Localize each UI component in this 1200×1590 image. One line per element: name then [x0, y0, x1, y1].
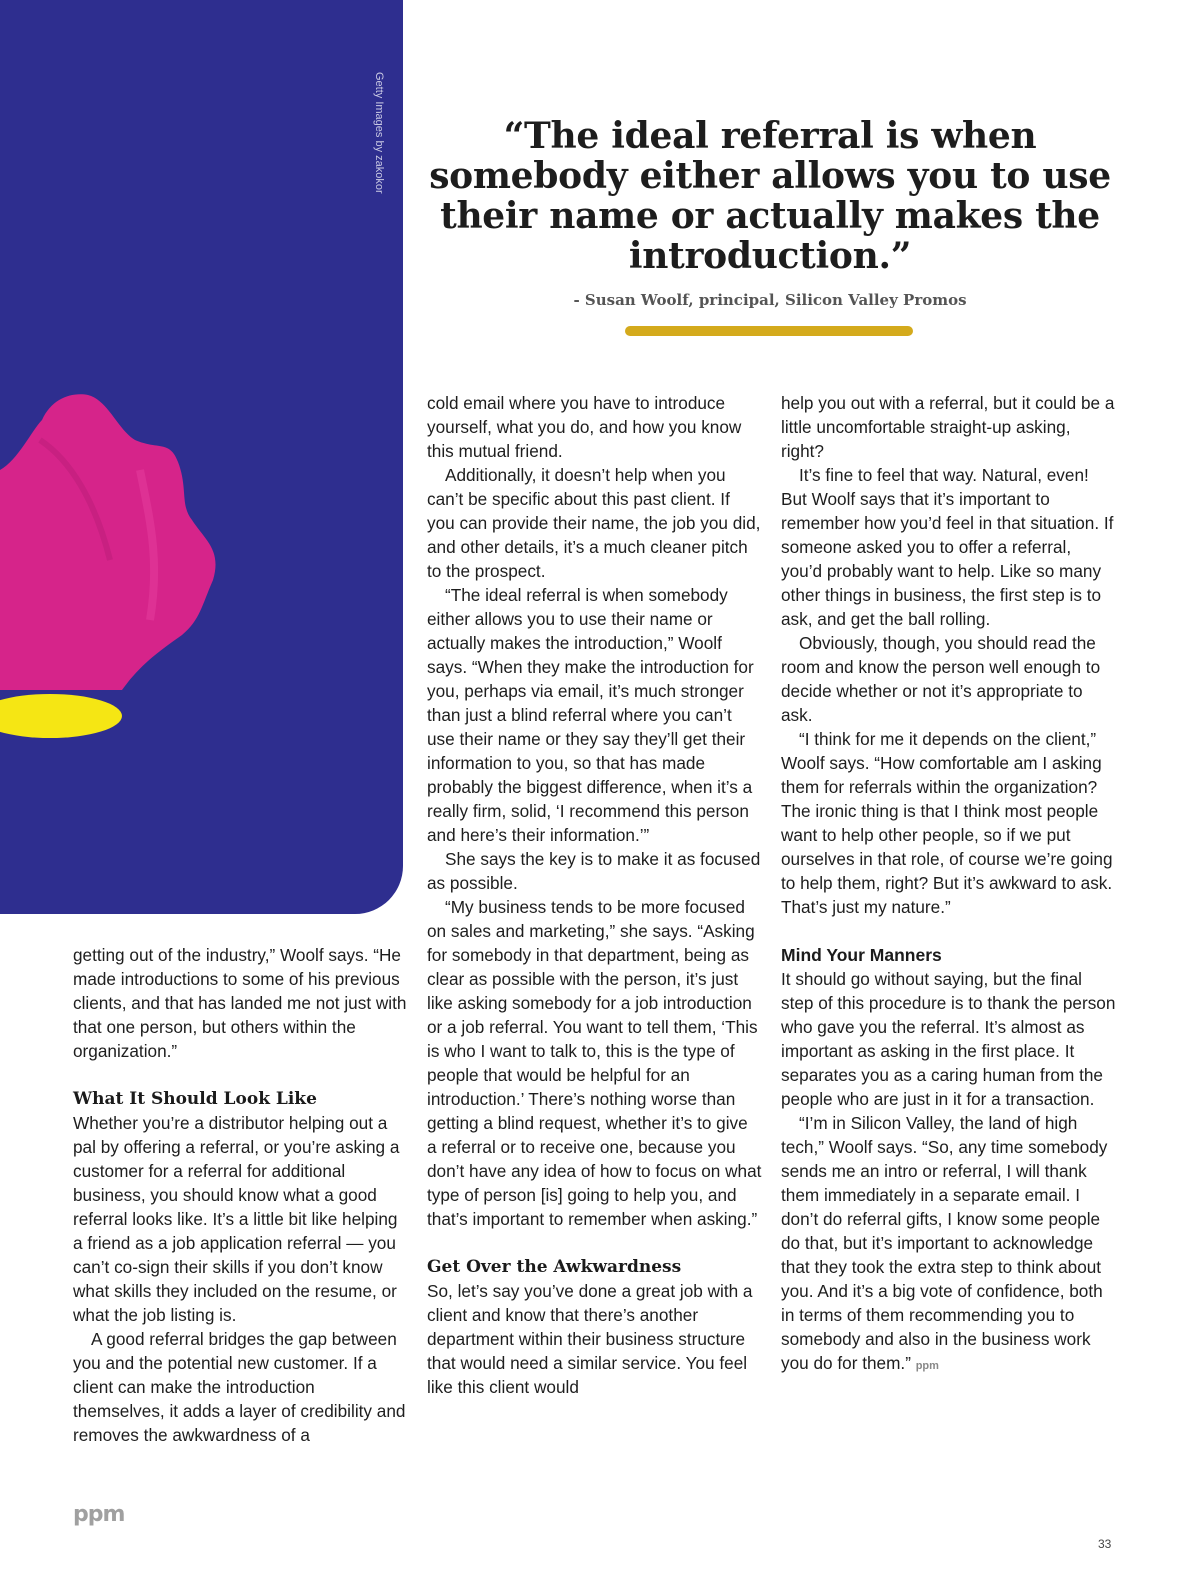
paragraph: cold email where you have to introduce yourself, what you do, and how you know this mutual friend.	[427, 393, 742, 461]
paragraph: She says the key is to make it as focused as possible.	[427, 849, 761, 893]
section-heading: Get Over the Awkwardness	[427, 1257, 682, 1277]
hero-image	[0, 0, 403, 914]
article-column-3	[781, 391, 1116, 1378]
flower-illustration	[0, 0, 403, 914]
paragraph: It’s fine to feel that way. Natural, even! But Woolf says that it’s important to remember how you’d feel in that situation. If someone asked you to offer a referral, you’d probably want to help. Like so many other things in business, the first step is to ask, and get the ball rolling.	[781, 465, 1114, 629]
section-heading: What It Should Look Like	[73, 1089, 317, 1109]
paragraph: Obviously, though, you should read the room and know the person well enough to decide whether or not it’s appropriate to ask.	[781, 633, 1101, 725]
end-mark: ppm	[915, 1360, 939, 1372]
flower-center-ellipse	[0, 694, 122, 738]
paragraph: Whether you’re a distributor helping out a pal by offering a referral, or you’re asking a customer for a referral for additional business, you should know what a good referral looks like. It’s a little bit like helping a friend as a job application referral — you can’t co-sign their skills if you don’t know what skills they included on the resume, or what the job listing is.	[73, 1113, 400, 1325]
pull-quote: “The ideal referral is when somebody either allows you to use their name or actually makes the introduction.”	[429, 115, 1111, 277]
spacer	[73, 1063, 408, 1087]
page-number: 33	[1098, 1537, 1112, 1551]
spacer	[781, 919, 1116, 943]
photo-credit: Getty Images by zakokor	[373, 72, 385, 194]
paragraph: It should go without saying, but the final step of this procedure is to thank the person who gave you the referral. It’s almost as important as asking in the first place. It separates you as a caring human from the people who are just in it for a transaction.	[781, 969, 1116, 1109]
paragraph: A good referral bridges the gap between you and the potential new customer. If a client can make the introduction themselves, it adds a layer of credibility and removes the awkwardness of a	[73, 1329, 406, 1445]
section-heading: Mind Your Manners	[781, 945, 942, 965]
paragraph: “The ideal referral is when somebody either allows you to use their name or actually makes the introduction,” Woolf says. “When they make the introduction for you, perhaps via email, it’s much stronger than just a blind referral where you can’t use their name or they say they’ll get their information to you, so that has made probably the biggest difference, when it’s a really firm, solid, ‘I recommend this person and here’s their information.’”	[427, 585, 754, 845]
paragraph: Additionally, it doesn’t help when you can’t be specific about this past client. If you can provide their name, the job you did, and other details, it’s a much cleaner pitch to the prospect.	[427, 465, 761, 581]
paragraph: So, let’s say you’ve done a great job with a client and know that there’s another department within their business structure that would need a similar service. You feel like this client would	[427, 1281, 753, 1397]
spacer	[427, 1231, 762, 1255]
magazine-logo: ppm	[73, 1502, 125, 1527]
article-column-2	[427, 391, 762, 1399]
paragraph: getting out of the industry,” Woolf says. “He made introductions to some of his previous clients, and that has landed me not just with that one person, but others within the organization.”	[73, 945, 407, 1061]
paragraph: “My business tends to be more focused on sales and marketing,” she says. “Asking for somebody in that department, being as clear as possible with the person, it’s just like asking somebody for a job introduction or a job referral. You want to tell them, ‘This is who I want to talk to, this is the type of people that would be helpful for an introduction.’ There’s nothing worse than getting a blind request, whether it’s to give a referral or to receive one, because you don’t have any idea of how to focus on what type of person [is] going to help you, and that’s important to remember when asking.”	[427, 897, 762, 1229]
article-column-1	[73, 943, 408, 1447]
paragraph: “I think for me it depends on the client,” Woolf says. “How comfortable am I asking them for referrals within the organization? The ironic thing is that I think most people want to help other people, so if we put ourselves in that role, of course we’re going to help them, right? But it’s awkward to ask. That’s just my nature.”	[781, 729, 1113, 917]
quote-divider	[625, 326, 913, 336]
quote-attribution: - Susan Woolf, principal, Silicon Valley Promos	[573, 291, 967, 309]
paragraph	[781, 1111, 1116, 1378]
paragraph-text: “I’m in Silicon Valley, the land of high tech,” Woolf says. “So, any time somebody sends me an intro or referral, I will thank them immediately in a separate email. I don’t do referral gifts, I know some people do that, but it’s important to acknowledge that they took the extra step to think about you. And it’s a big vote of confidence, both in terms of them recommending you to somebody and also in the business work you do for them.”	[781, 1113, 1108, 1373]
paragraph: help you out with a referral, but it could be a little uncomfortable straight-up asking, right?	[781, 393, 1115, 461]
